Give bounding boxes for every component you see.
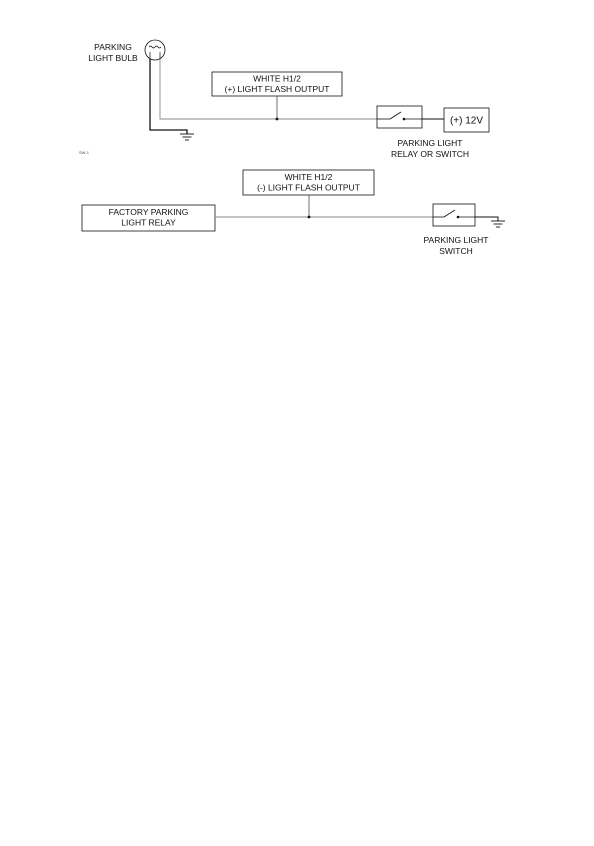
- neg-output-label-line2: (-) LIGHT FLASH OUTPUT: [257, 182, 360, 193]
- corner-mark: SW-1: [79, 150, 89, 155]
- neg-output-label-line1: WHITE H1/2: [284, 172, 333, 182]
- relay-switch-box: [377, 106, 422, 128]
- junction-dot: [276, 118, 279, 121]
- parking-switch-label-line2: SWITCH: [439, 246, 473, 256]
- top-wiring-diagram: [79, 40, 489, 159]
- bulb-ground-wire: [150, 59, 187, 134]
- power-label: (+) 12V: [449, 115, 484, 127]
- factory-relay-label-line1: FACTORY PARKING: [108, 207, 189, 217]
- bulb-label-line2: LIGHT BULB: [88, 53, 138, 63]
- output-label-line2: (+) LIGHT FLASH OUTPUT: [224, 84, 330, 94]
- parking-light-bulb-icon: [145, 40, 165, 60]
- relay-label-line1: PARKING LIGHT: [397, 138, 463, 148]
- bulb-label-line1: PARKING: [94, 42, 132, 52]
- switch-ground-wire: [475, 217, 498, 221]
- neg-junction-dot: [308, 216, 311, 219]
- bottom-wiring-diagram: [82, 170, 505, 256]
- output-label-line1: WHITE H1/2: [253, 73, 301, 84]
- parking-switch-box: [433, 204, 475, 226]
- factory-relay-label-line2: LIGHT RELAY: [121, 217, 176, 228]
- parking-switch-label-line1: PARKING LIGHT: [423, 235, 489, 245]
- ground-icon: [180, 134, 194, 140]
- ground-icon: [491, 221, 505, 227]
- relay-label-line2: RELAY OR SWITCH: [390, 149, 470, 159]
